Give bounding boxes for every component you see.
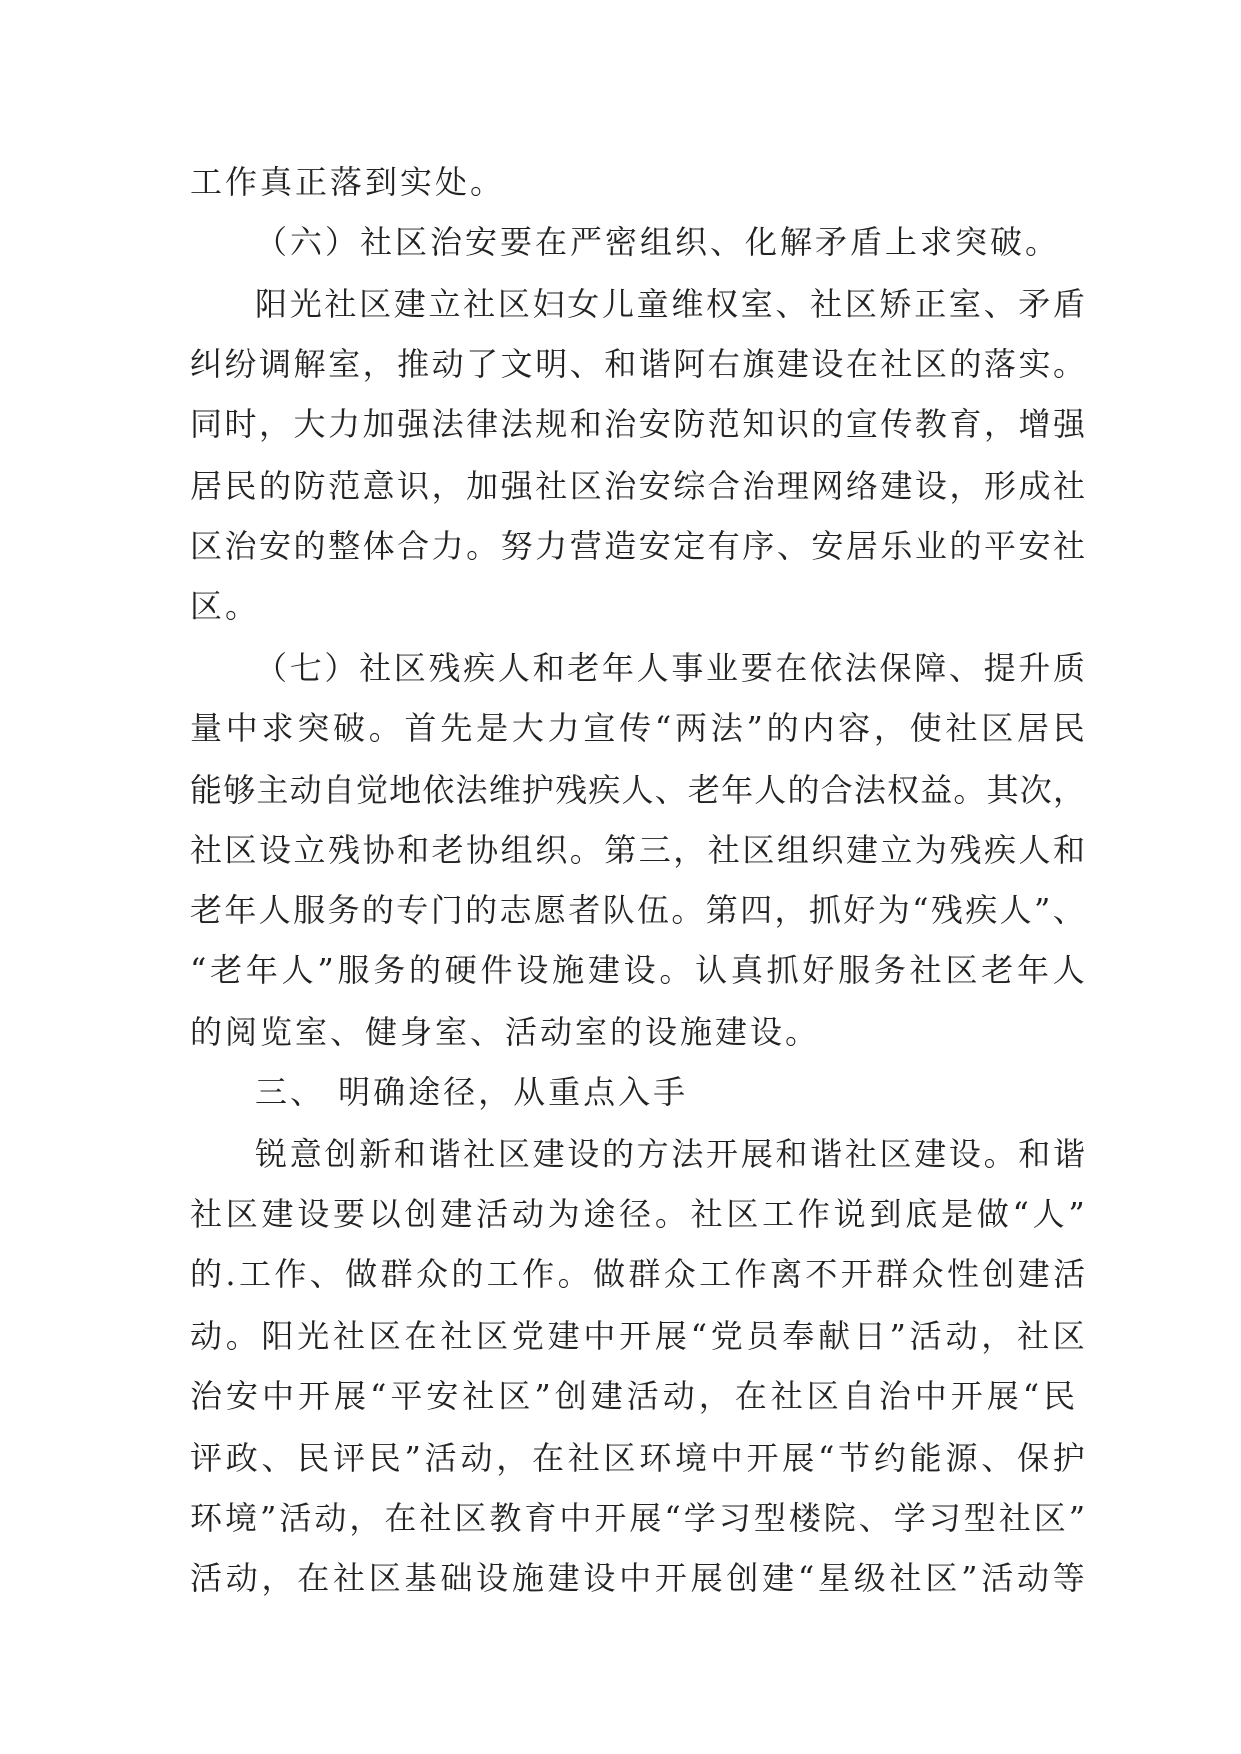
text-line: 活动，在社区基础设施建设中开展创建“星级社区”活动等: [190, 1559, 1089, 1597]
text-line: 治安中开展“平安社区”创建活动，在社区自治中开展“民: [190, 1377, 1080, 1415]
text-line: 的.工作、做群众的工作。做群众工作离不开群众性创建活: [190, 1255, 1089, 1293]
text-line: 区。: [190, 587, 261, 625]
text-line: 老年人服务的专门的志愿者队伍。第四，抓好为“残疾人”、: [190, 891, 1088, 929]
text-line: 社区设立残协和老协组织。第三，社区组织建立为残疾人和: [190, 831, 1088, 869]
text-line: 阳光社区建立社区妇女儿童维权室、社区矫正室、矛盾: [255, 285, 1088, 323]
text-line: 量中求突破。首先是大力宣传“两法”的内容，使社区居民: [190, 709, 1089, 747]
text-line: 能够主动自觉地依法维护残疾人、老年人的合法权益。其次，: [190, 771, 1087, 809]
text-line: 区治安的整体合力。努力营造安定有序、安居乐业的平安社: [190, 527, 1088, 565]
text-line: 社区建设要以创建活动为途径。社区工作说到底是做“人”: [190, 1195, 1089, 1233]
text-line: 同时，大力加强法律法规和治安防范知识的宣传教育，增强: [190, 405, 1088, 443]
text-line: 的阅览室、健身室、活动室的设施建设。: [190, 1013, 821, 1051]
text-line: 环境”活动，在社区教育中开展“学习型楼院、学习型社区”: [190, 1499, 1089, 1537]
text-line: 工作真正落到实处。: [190, 163, 506, 201]
section-heading: （七）社区残疾人和老年人事业要在依法保障、提升质: [255, 649, 1088, 687]
section-heading: （六）社区治安要在严密组织、化解矛盾上求突破。: [255, 223, 1061, 261]
text-line: 居民的防范意识，加强社区治安综合治理网络建设，形成社: [190, 467, 1088, 505]
text-line: 锐意创新和谐社区建设的方法开展和谐社区建设。和谐: [255, 1135, 1088, 1173]
text-line: 纠纷调解室，推动了文明、和谐阿右旗建设在社区的落实。: [190, 345, 1088, 383]
text-line: 动。阳光社区在社区党建中开展“党员奉献日”活动，社区: [190, 1317, 1089, 1355]
section-heading: 三、 明确途径，从重点入手: [255, 1073, 689, 1111]
text-line: “老年人”服务的硬件设施建设。认真抓好服务社区老年人: [190, 951, 1089, 989]
text-line: 评政、民评民”活动，在社区环境中开展“节约能源、保护: [190, 1439, 1089, 1477]
